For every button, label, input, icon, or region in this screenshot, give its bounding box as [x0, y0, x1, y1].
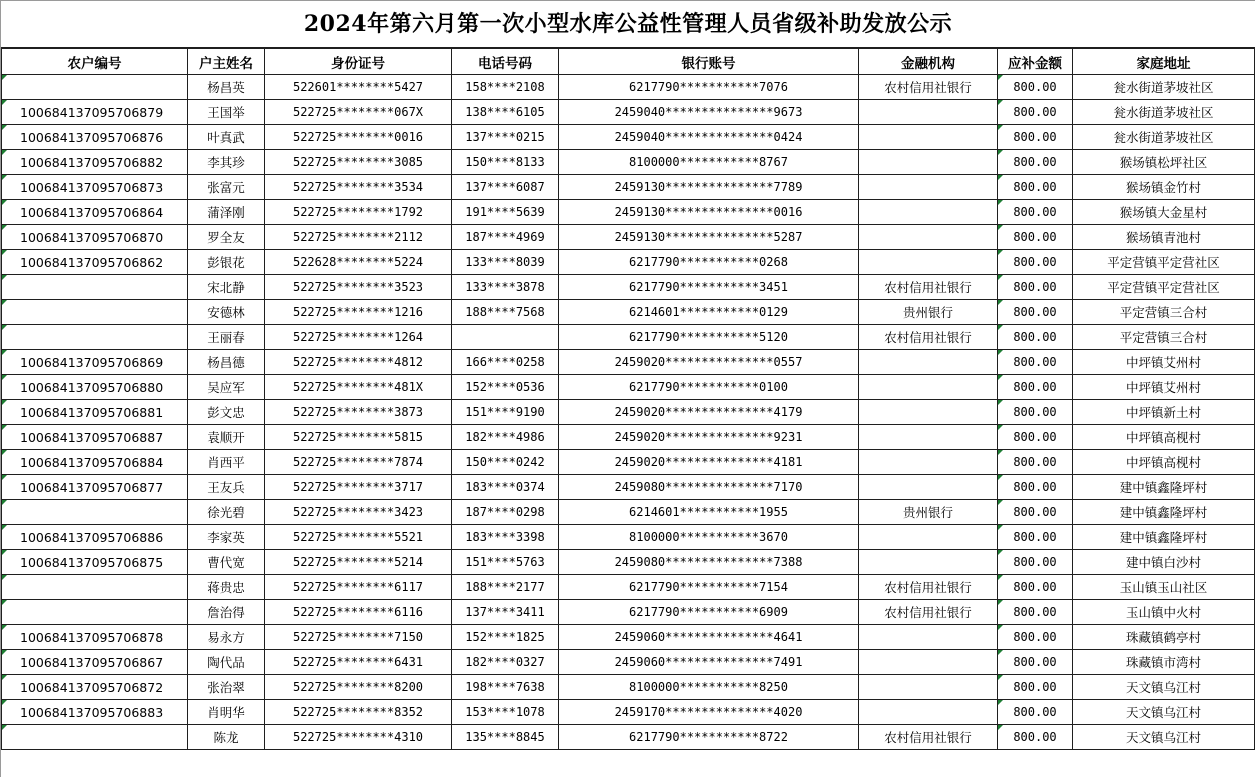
amount-cell[interactable]: 800.00: [998, 625, 1073, 650]
table-row: [2, 150, 1255, 175]
farmer-id-cell[interactable]: [2, 325, 188, 350]
name-cell[interactable]: 肖明华: [188, 700, 265, 725]
name-cell[interactable]: 袁顺开: [188, 425, 265, 450]
name-cell[interactable]: 张治翠: [188, 675, 265, 700]
address-cell[interactable]: 建中镇鑫隆坪村: [1073, 475, 1255, 500]
name-cell[interactable]: 易永方: [188, 625, 265, 650]
phone-cell[interactable]: 151****5763: [452, 550, 559, 575]
address-cell[interactable]: 瓮水街道茅坡社区: [1073, 100, 1255, 125]
name-cell[interactable]: 李家英: [188, 525, 265, 550]
id-card-cell[interactable]: 522725********3717: [265, 475, 452, 500]
table-row: [2, 350, 1255, 375]
subsidy-table: [1, 48, 1255, 750]
table-row: [2, 700, 1255, 725]
address-cell[interactable]: 建中镇鑫隆坪村: [1073, 500, 1255, 525]
name-cell[interactable]: 宋北静: [188, 275, 265, 300]
farmer-id-cell[interactable]: 100684137095706878: [2, 625, 188, 650]
farmer-id-cell[interactable]: [2, 500, 188, 525]
institution-cell[interactable]: [859, 100, 998, 125]
table-row: [2, 600, 1255, 625]
institution-cell[interactable]: [859, 400, 998, 425]
bank-account-cell[interactable]: 2459020***************4179: [559, 400, 859, 425]
institution-cell[interactable]: [859, 425, 998, 450]
col-header-institution[interactable]: 金融机构: [859, 49, 998, 75]
col-header-amount[interactable]: 应补金额: [998, 49, 1073, 75]
col-header-farmer-id[interactable]: 农户编号: [2, 49, 188, 75]
amount-cell[interactable]: 800.00: [998, 275, 1073, 300]
name-cell[interactable]: 詹治得: [188, 600, 265, 625]
bank-account-cell[interactable]: 6217790***********0268: [559, 250, 859, 275]
amount-cell[interactable]: 800.00: [998, 475, 1073, 500]
id-card-cell[interactable]: 522725********6117: [265, 575, 452, 600]
col-header-bank-account[interactable]: 银行账号: [559, 49, 859, 75]
id-card-cell[interactable]: 522725********6431: [265, 650, 452, 675]
bank-account-cell[interactable]: 6217790***********7076: [559, 75, 859, 100]
id-card-cell[interactable]: 522725********3873: [265, 400, 452, 425]
bank-account-cell[interactable]: 2459040***************0424: [559, 125, 859, 150]
bank-account-cell[interactable]: 2459020***************9231: [559, 425, 859, 450]
farmer-id-cell[interactable]: 100684137095706879: [2, 100, 188, 125]
phone-cell[interactable]: 188****7568: [452, 300, 559, 325]
bank-account-cell[interactable]: 2459020***************4181: [559, 450, 859, 475]
institution-cell[interactable]: 农村信用社银行: [859, 275, 998, 300]
amount-cell[interactable]: 800.00: [998, 325, 1073, 350]
institution-cell[interactable]: [859, 550, 998, 575]
address-cell[interactable]: 平定营镇三合村: [1073, 325, 1255, 350]
institution-cell[interactable]: 农村信用社银行: [859, 575, 998, 600]
table-row: [2, 250, 1255, 275]
table-row: [2, 325, 1255, 350]
phone-cell[interactable]: 133****3878: [452, 275, 559, 300]
institution-cell[interactable]: 贵州银行: [859, 300, 998, 325]
bank-account-cell[interactable]: 2459130***************5287: [559, 225, 859, 250]
farmer-id-cell[interactable]: [2, 725, 188, 750]
institution-cell[interactable]: 农村信用社银行: [859, 725, 998, 750]
name-cell[interactable]: 杨昌英: [188, 75, 265, 100]
amount-cell[interactable]: 800.00: [998, 400, 1073, 425]
id-card-cell[interactable]: 522725********3523: [265, 275, 452, 300]
amount-cell[interactable]: 800.00: [998, 700, 1073, 725]
address-cell[interactable]: 猴场镇松坪社区: [1073, 150, 1255, 175]
farmer-id-cell[interactable]: [2, 75, 188, 100]
amount-cell[interactable]: 800.00: [998, 550, 1073, 575]
bank-account-cell[interactable]: 2459130***************7789: [559, 175, 859, 200]
address-cell[interactable]: 中坪镇新土村: [1073, 400, 1255, 425]
phone-cell[interactable]: 166****0258: [452, 350, 559, 375]
institution-cell[interactable]: [859, 125, 998, 150]
amount-cell[interactable]: 800.00: [998, 650, 1073, 675]
phone-cell[interactable]: 151****9190: [452, 400, 559, 425]
farmer-id-cell[interactable]: 100684137095706880: [2, 375, 188, 400]
id-card-cell[interactable]: 522725********5521: [265, 525, 452, 550]
table-row: [2, 125, 1255, 150]
phone-cell[interactable]: 133****8039: [452, 250, 559, 275]
bank-account-cell[interactable]: 6214601***********1955: [559, 500, 859, 525]
address-cell[interactable]: 平定营镇平定营社区: [1073, 275, 1255, 300]
phone-cell[interactable]: 152****1825: [452, 625, 559, 650]
table-row: [2, 575, 1255, 600]
bank-account-cell[interactable]: 2459020***************0557: [559, 350, 859, 375]
bank-account-cell[interactable]: 2459060***************7491: [559, 650, 859, 675]
institution-cell[interactable]: 农村信用社银行: [859, 75, 998, 100]
table-row: [2, 675, 1255, 700]
farmer-id-cell[interactable]: 100684137095706875: [2, 550, 188, 575]
institution-cell[interactable]: [859, 350, 998, 375]
amount-cell[interactable]: 800.00: [998, 525, 1073, 550]
phone-cell[interactable]: 152****0536: [452, 375, 559, 400]
address-cell[interactable]: 玉山镇中火村: [1073, 600, 1255, 625]
table-row: [2, 450, 1255, 475]
bank-account-cell[interactable]: 6217790***********8722: [559, 725, 859, 750]
institution-cell[interactable]: [859, 450, 998, 475]
name-cell[interactable]: 彭文忠: [188, 400, 265, 425]
amount-cell[interactable]: 800.00: [998, 300, 1073, 325]
farmer-id-cell[interactable]: 100684137095706882: [2, 150, 188, 175]
id-card-cell[interactable]: 522725********5815: [265, 425, 452, 450]
table-row: [2, 650, 1255, 675]
name-cell[interactable]: 王国举: [188, 100, 265, 125]
address-cell[interactable]: 瓮水街道茅坡社区: [1073, 125, 1255, 150]
phone-cell[interactable]: 183****3398: [452, 525, 559, 550]
phone-cell[interactable]: 191****5639: [452, 200, 559, 225]
farmer-id-cell[interactable]: 100684137095706869: [2, 350, 188, 375]
phone-cell[interactable]: 135****8845: [452, 725, 559, 750]
farmer-id-cell[interactable]: 100684137095706870: [2, 225, 188, 250]
table-row: [2, 725, 1255, 750]
address-cell[interactable]: 建中镇鑫隆坪村: [1073, 525, 1255, 550]
bank-account-cell[interactable]: 2459040***************9673: [559, 100, 859, 125]
address-cell[interactable]: 瓮水街道茅坡社区: [1073, 75, 1255, 100]
phone-cell[interactable]: 137****3411: [452, 600, 559, 625]
farmer-id-cell[interactable]: [2, 600, 188, 625]
farmer-id-cell[interactable]: 100684137095706867: [2, 650, 188, 675]
table-row: [2, 200, 1255, 225]
farmer-id-cell[interactable]: 100684137095706862: [2, 250, 188, 275]
bank-account-cell[interactable]: 8100000***********8767: [559, 150, 859, 175]
address-cell[interactable]: 玉山镇玉山社区: [1073, 575, 1255, 600]
name-cell[interactable]: 蒋贵忠: [188, 575, 265, 600]
id-card-cell[interactable]: 522725********067X: [265, 100, 452, 125]
name-cell[interactable]: 蒲泽刚: [188, 200, 265, 225]
address-cell[interactable]: 珠藏镇鹤亭村: [1073, 625, 1255, 650]
bank-account-cell[interactable]: 6214601***********0129: [559, 300, 859, 325]
table-row: [2, 400, 1255, 425]
address-cell[interactable]: 中坪镇高枧村: [1073, 450, 1255, 475]
address-cell[interactable]: 中坪镇艾州村: [1073, 350, 1255, 375]
bank-account-cell[interactable]: 6217790***********6909: [559, 600, 859, 625]
address-cell[interactable]: 珠藏镇市湾村: [1073, 650, 1255, 675]
address-cell[interactable]: 建中镇白沙村: [1073, 550, 1255, 575]
id-card-cell[interactable]: 522725********8200: [265, 675, 452, 700]
phone-cell[interactable]: 150****0242: [452, 450, 559, 475]
institution-cell[interactable]: [859, 650, 998, 675]
amount-cell[interactable]: 800.00: [998, 150, 1073, 175]
institution-cell[interactable]: 农村信用社银行: [859, 600, 998, 625]
amount-cell[interactable]: 800.00: [998, 225, 1073, 250]
farmer-id-cell[interactable]: [2, 275, 188, 300]
phone-cell[interactable]: 137****0215: [452, 125, 559, 150]
phone-cell[interactable]: 198****7638: [452, 675, 559, 700]
table-row: [2, 500, 1255, 525]
name-cell[interactable]: 徐光碧: [188, 500, 265, 525]
id-card-cell[interactable]: 522725********481X: [265, 375, 452, 400]
phone-cell[interactable]: [452, 325, 559, 350]
phone-cell[interactable]: 182****4986: [452, 425, 559, 450]
table-row: [2, 525, 1255, 550]
bank-account-cell[interactable]: 6217790***********7154: [559, 575, 859, 600]
table-row: [2, 300, 1255, 325]
farmer-id-cell[interactable]: 100684137095706872: [2, 675, 188, 700]
institution-cell[interactable]: 农村信用社银行: [859, 325, 998, 350]
id-card-cell[interactable]: 522725********7874: [265, 450, 452, 475]
phone-cell[interactable]: 183****0374: [452, 475, 559, 500]
farmer-id-cell[interactable]: 100684137095706864: [2, 200, 188, 225]
name-cell[interactable]: 王丽春: [188, 325, 265, 350]
address-cell[interactable]: 平定营镇三合村: [1073, 300, 1255, 325]
name-cell[interactable]: 杨昌德: [188, 350, 265, 375]
bank-account-cell[interactable]: 8100000***********8250: [559, 675, 859, 700]
farmer-id-cell[interactable]: 100684137095706876: [2, 125, 188, 150]
name-cell[interactable]: 肖西平: [188, 450, 265, 475]
id-card-cell[interactable]: 522725********5214: [265, 550, 452, 575]
amount-cell[interactable]: 800.00: [998, 175, 1073, 200]
institution-cell[interactable]: [859, 375, 998, 400]
id-card-cell[interactable]: 522725********1216: [265, 300, 452, 325]
id-card-cell[interactable]: 522725********3085: [265, 150, 452, 175]
id-card-cell[interactable]: 522628********5224: [265, 250, 452, 275]
amount-cell[interactable]: 800.00: [998, 375, 1073, 400]
institution-cell[interactable]: [859, 150, 998, 175]
institution-cell[interactable]: [859, 700, 998, 725]
address-cell[interactable]: 猴场镇金竹村: [1073, 175, 1255, 200]
table-row: [2, 475, 1255, 500]
address-cell[interactable]: 中坪镇高枧村: [1073, 425, 1255, 450]
institution-cell[interactable]: [859, 475, 998, 500]
institution-cell[interactable]: [859, 200, 998, 225]
amount-cell[interactable]: 800.00: [998, 250, 1073, 275]
institution-cell[interactable]: [859, 250, 998, 275]
id-card-cell[interactable]: 522725********7150: [265, 625, 452, 650]
farmer-id-cell[interactable]: [2, 575, 188, 600]
institution-cell[interactable]: [859, 525, 998, 550]
table-row: [2, 550, 1255, 575]
institution-cell[interactable]: [859, 675, 998, 700]
farmer-id-cell[interactable]: 100684137095706873: [2, 175, 188, 200]
address-cell[interactable]: 中坪镇艾州村: [1073, 375, 1255, 400]
name-cell[interactable]: 曹代宽: [188, 550, 265, 575]
id-card-cell[interactable]: 522725********8352: [265, 700, 452, 725]
table-row: [2, 275, 1255, 300]
id-card-cell[interactable]: 522725********0016: [265, 125, 452, 150]
header-row: [2, 49, 1255, 75]
amount-cell[interactable]: 800.00: [998, 675, 1073, 700]
name-cell[interactable]: 李其珍: [188, 150, 265, 175]
name-cell[interactable]: 彭银花: [188, 250, 265, 275]
farmer-id-cell[interactable]: 100684137095706887: [2, 425, 188, 450]
phone-cell[interactable]: 187****4969: [452, 225, 559, 250]
bank-account-cell[interactable]: 8100000***********3670: [559, 525, 859, 550]
amount-cell[interactable]: 800.00: [998, 725, 1073, 750]
phone-cell[interactable]: 138****6105: [452, 100, 559, 125]
name-cell[interactable]: 吴应军: [188, 375, 265, 400]
farmer-id-cell[interactable]: 100684137095706877: [2, 475, 188, 500]
id-card-cell[interactable]: 522725********3534: [265, 175, 452, 200]
bank-account-cell[interactable]: 6217790***********3451: [559, 275, 859, 300]
id-card-cell[interactable]: 522725********3423: [265, 500, 452, 525]
bank-account-cell[interactable]: 2459060***************4641: [559, 625, 859, 650]
farmer-id-cell[interactable]: 100684137095706881: [2, 400, 188, 425]
table-row: [2, 225, 1255, 250]
bank-account-cell[interactable]: 2459170***************4020: [559, 700, 859, 725]
bank-account-cell[interactable]: 2459080***************7388: [559, 550, 859, 575]
phone-cell[interactable]: 137****6087: [452, 175, 559, 200]
amount-cell[interactable]: 800.00: [998, 600, 1073, 625]
name-cell[interactable]: 安德林: [188, 300, 265, 325]
institution-cell[interactable]: [859, 625, 998, 650]
institution-cell[interactable]: 贵州银行: [859, 500, 998, 525]
address-cell[interactable]: 猴场镇大金星村: [1073, 200, 1255, 225]
farmer-id-cell[interactable]: 100684137095706886: [2, 525, 188, 550]
address-cell[interactable]: 猴场镇青池村: [1073, 225, 1255, 250]
amount-cell[interactable]: 800.00: [998, 575, 1073, 600]
phone-cell[interactable]: 153****1078: [452, 700, 559, 725]
bank-account-cell[interactable]: 6217790***********5120: [559, 325, 859, 350]
col-header-phone[interactable]: 电话号码: [452, 49, 559, 75]
phone-cell[interactable]: 150****8133: [452, 150, 559, 175]
phone-cell[interactable]: 187****0298: [452, 500, 559, 525]
id-card-cell[interactable]: 522725********4812: [265, 350, 452, 375]
institution-cell[interactable]: [859, 225, 998, 250]
id-card-cell[interactable]: 522725********4310: [265, 725, 452, 750]
institution-cell[interactable]: [859, 175, 998, 200]
farmer-id-cell[interactable]: 100684137095706883: [2, 700, 188, 725]
amount-cell[interactable]: 800.00: [998, 125, 1073, 150]
table-row: [2, 100, 1255, 125]
amount-cell[interactable]: 800.00: [998, 425, 1073, 450]
bank-account-cell[interactable]: 2459080***************7170: [559, 475, 859, 500]
name-cell[interactable]: 张富元: [188, 175, 265, 200]
amount-cell[interactable]: 800.00: [998, 200, 1073, 225]
farmer-id-cell[interactable]: 100684137095706884: [2, 450, 188, 475]
table-row: [2, 375, 1255, 400]
name-cell[interactable]: 王友兵: [188, 475, 265, 500]
address-cell[interactable]: 平定营镇平定营社区: [1073, 250, 1255, 275]
table-row: [2, 625, 1255, 650]
table-row: [2, 425, 1255, 450]
id-card-cell[interactable]: 522725********2112: [265, 225, 452, 250]
name-cell[interactable]: 罗全友: [188, 225, 265, 250]
amount-cell[interactable]: 800.00: [998, 450, 1073, 475]
address-cell[interactable]: 天文镇乌江村: [1073, 700, 1255, 725]
amount-cell[interactable]: 800.00: [998, 500, 1073, 525]
id-card-cell[interactable]: 522725********6116: [265, 600, 452, 625]
table-row: [2, 175, 1255, 200]
name-cell[interactable]: 陶代品: [188, 650, 265, 675]
name-cell[interactable]: 叶真武: [188, 125, 265, 150]
amount-cell[interactable]: 800.00: [998, 75, 1073, 100]
table-row: [2, 75, 1255, 100]
phone-cell[interactable]: 188****2177: [452, 575, 559, 600]
col-header-id-card[interactable]: 身份证号: [265, 49, 452, 75]
id-card-cell[interactable]: 522725********1264: [265, 325, 452, 350]
address-cell[interactable]: 天文镇乌江村: [1073, 675, 1255, 700]
bank-account-cell[interactable]: 2459130***************0016: [559, 200, 859, 225]
phone-cell[interactable]: 182****0327: [452, 650, 559, 675]
phone-cell[interactable]: 158****2108: [452, 75, 559, 100]
col-header-name[interactable]: 户主姓名: [188, 49, 265, 75]
id-card-cell[interactable]: 522601********5427: [265, 75, 452, 100]
amount-cell[interactable]: 800.00: [998, 350, 1073, 375]
id-card-cell[interactable]: 522725********1792: [265, 200, 452, 225]
address-cell[interactable]: 天文镇乌江村: [1073, 725, 1255, 750]
amount-cell[interactable]: 800.00: [998, 100, 1073, 125]
bank-account-cell[interactable]: 6217790***********0100: [559, 375, 859, 400]
col-header-address[interactable]: 家庭地址: [1073, 49, 1255, 75]
page-title: 2024年第六月第一次小型水库公益性管理人员省级补助发放公示: [1, 0, 1255, 48]
farmer-id-cell[interactable]: [2, 300, 188, 325]
name-cell[interactable]: 陈龙: [188, 725, 265, 750]
